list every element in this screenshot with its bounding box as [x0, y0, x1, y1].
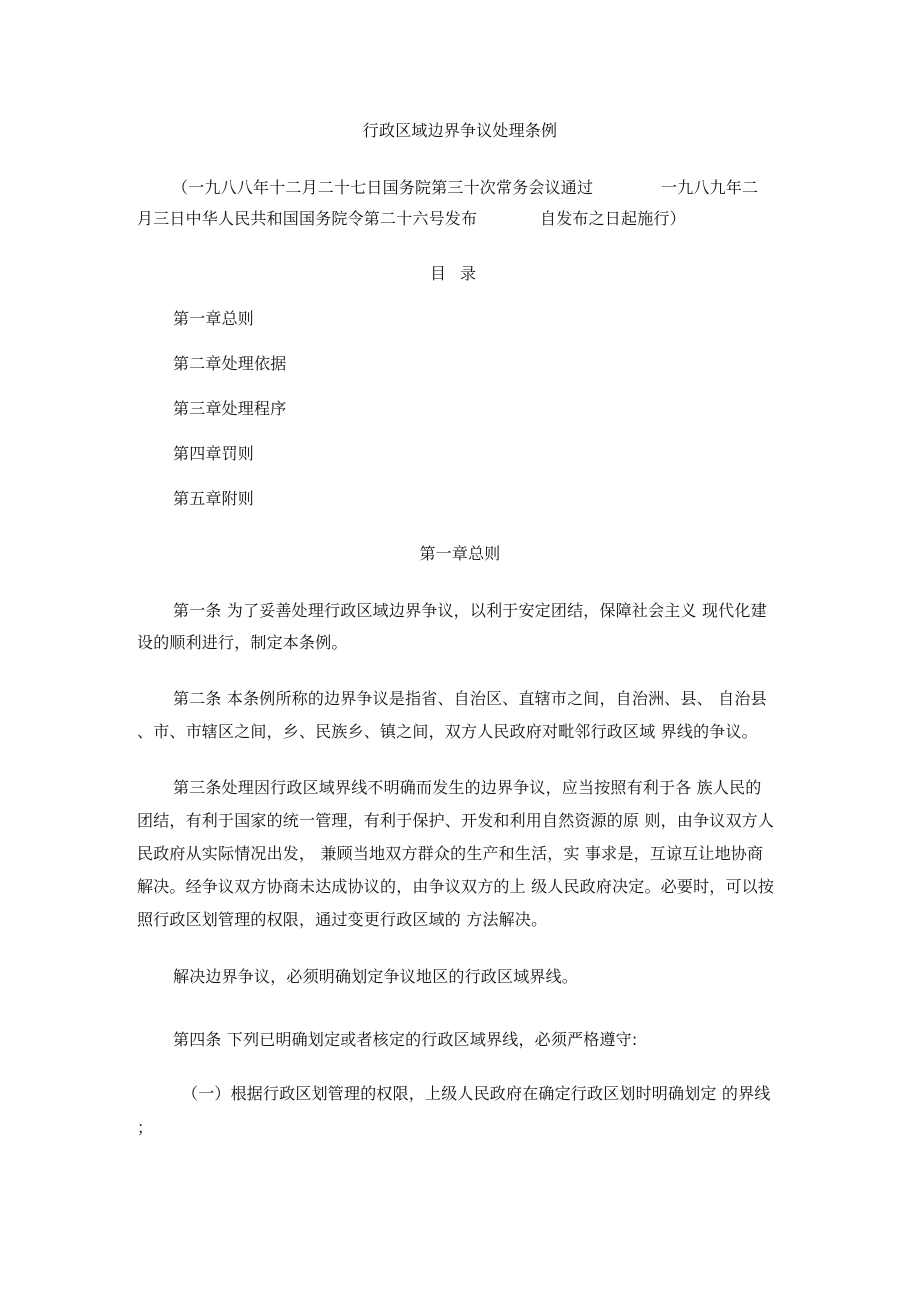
article-3-line: 民政府从实际情况出发， 兼顾当地双方群众的生产和生活，实 事求是，互谅互让地协商: [137, 844, 764, 863]
toc-item: 第五章附则: [173, 489, 255, 508]
article-3-line: 第三条处理因行政区域界线不明确而发生的边界争议，应当按照有利于各 族人民的: [173, 778, 762, 797]
article-4-line: 第四条 下列已明确划定或者核定的行政区域界线，必须严格遵守:: [173, 1030, 638, 1049]
article-1-line: 第一条 为了妥善处理行政区域边界争议，以利于安定团结，保障社会主义 现代化建: [173, 601, 767, 620]
article-4-item-1-line: ；: [137, 1118, 154, 1137]
article-3-line: 团结，有利于国家的统一管理，有利于保护、开发和利用自然资源的原 则，由争议双方人: [137, 811, 775, 830]
subtitle-line-2a: 月三日中华人民共和国国务院令第二十六号发布: [137, 209, 478, 228]
article-2-line: 第二条 本条例所称的边界争议是指省、自治区、直辖市之间，自治洲、县、 自治县: [173, 689, 767, 708]
toc-item: 第三章处理程序: [173, 399, 287, 418]
article-1-line: 设的顺利进行，制定本条例。: [137, 633, 348, 652]
toc-item: 第一章总则: [173, 309, 255, 328]
document-title: 行政区域边界争议处理条例: [362, 121, 558, 140]
subtitle-line-1b: 一九八九年二: [661, 178, 759, 197]
article-2-line: 、市、市辖区之间，乡、民族乡、镇之间，双方人民政府对毗邻行政区域 界线的争议。: [137, 722, 758, 741]
chapter-heading: 第一章总则: [419, 544, 501, 563]
toc-item: 第四章罚则: [173, 444, 255, 463]
toc-heading: 目录: [429, 264, 490, 283]
subtitle-line-1a: （一九八八年十二月二十七日国务院第三十次常务会议通过: [172, 178, 594, 197]
article-3-line: 照行政区划管理的权限，通过变更行政区域的 方法解决。: [137, 910, 548, 929]
subtitle-line-2b: 自发布之日起施行）: [540, 209, 686, 228]
toc-item: 第二章处理依据: [173, 354, 287, 373]
article-4-item-1-line: （一）根据行政区划管理的权限，上级人民政府在确定行政区划时明确划定 的界线: [182, 1084, 771, 1103]
article-3-line: 解决。经争议双方协商未达成协议的，由争议双方的上 级人民政府决定。必要时，可以按: [137, 877, 775, 896]
article-3-paragraph-2: 解决边界争议，必须明确划定争议地区的行政区域界线。: [173, 967, 579, 986]
